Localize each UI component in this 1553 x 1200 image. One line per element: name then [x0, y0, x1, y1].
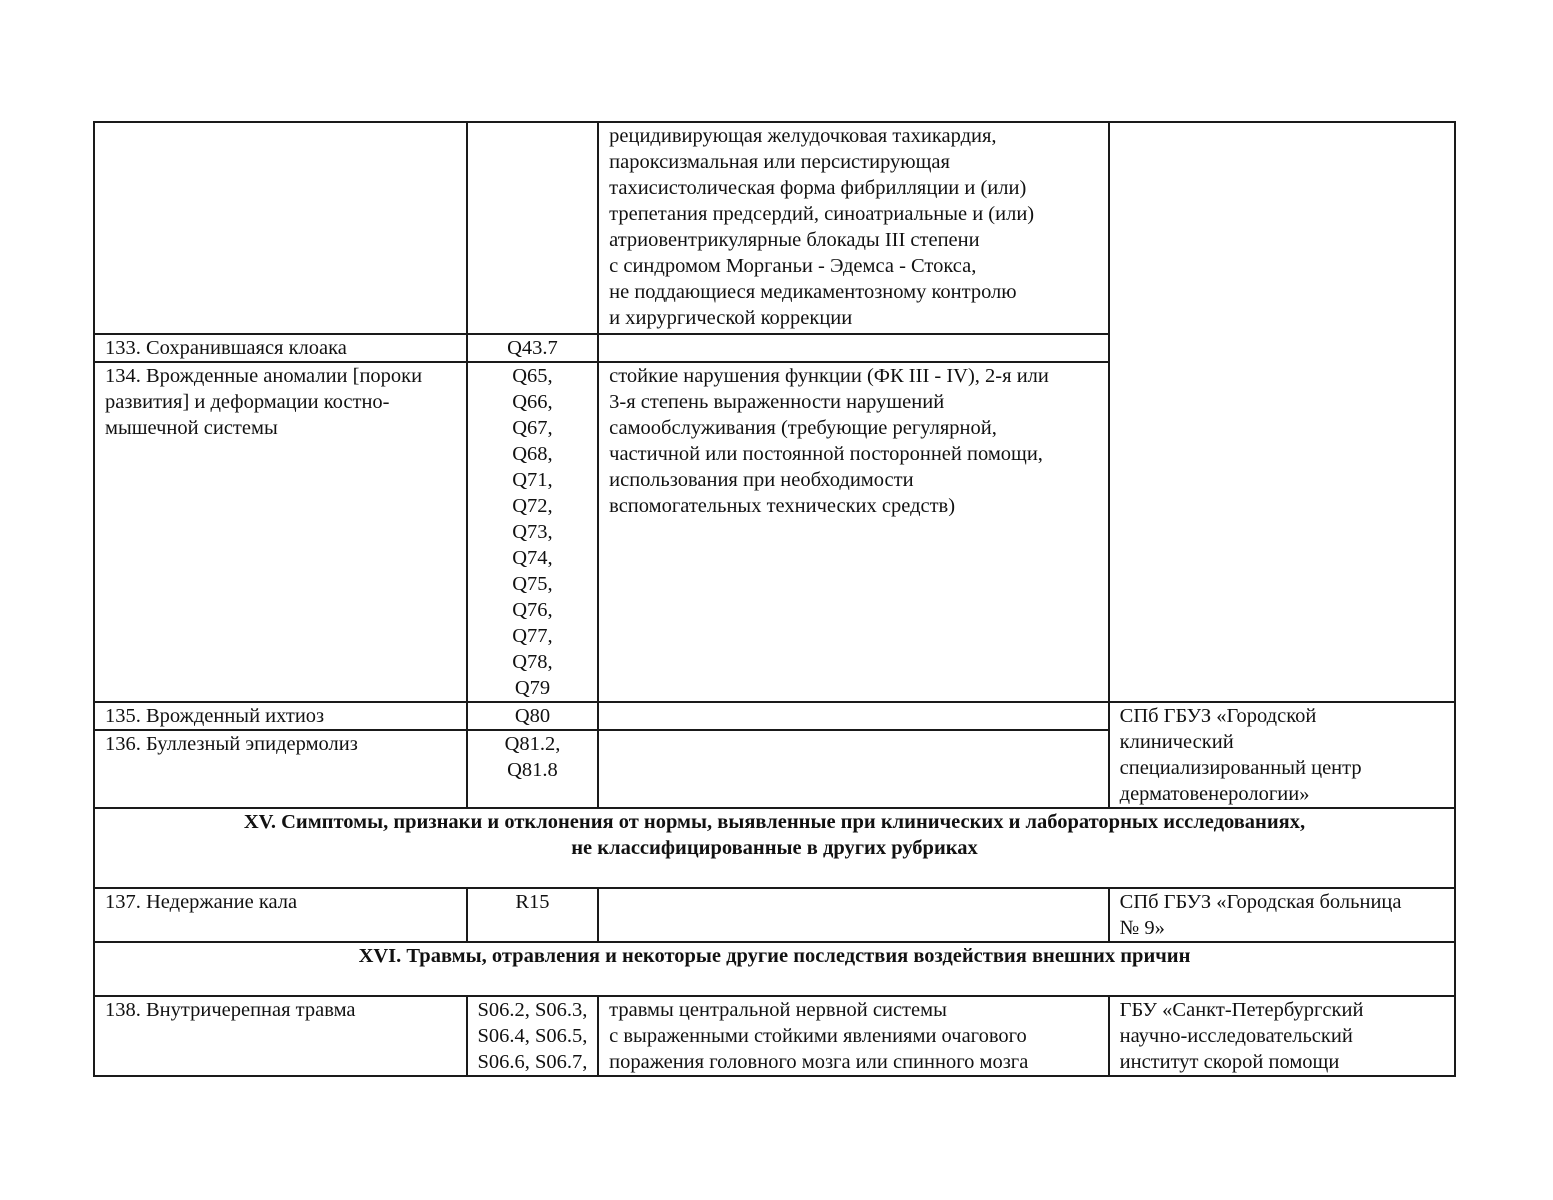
section-header-row — [94, 808, 1455, 888]
name-cell: 133. Сохранившаяся клоака — [94, 334, 467, 362]
name-cell: 137. Недержание кала — [94, 888, 467, 942]
section-heading-line: XV. Симптомы, признаки и отклонения от нормы, выявленные при клинических и лабораторных исследованиях, — [243, 811, 1306, 833]
criteria-cell: стойкие нарушения функции (ФК III - IV), 2-я или 3-я степень выраженности нарушений самообслуживания (требующие регулярной, частичной или постоянной посторонней помощи, использования при необходимости вспомогательных технических средств) — [598, 362, 1109, 702]
code-cell: Q80 — [467, 702, 598, 730]
section-heading — [94, 808, 1455, 888]
section-heading — [94, 942, 1455, 996]
code-cell — [467, 122, 598, 334]
code-cell: S06.2, S06.3, S06.4, S06.5, S06.6, S06.7, — [467, 996, 598, 1076]
name-cell: 135. Врожденный ихтиоз — [94, 702, 467, 730]
criteria-cell — [598, 702, 1109, 730]
table-row — [94, 996, 1455, 1076]
organization-cell: СПб ГБУЗ «Городской клинический специализированный центр дерматовенерологии» — [1109, 702, 1455, 808]
criteria-cell — [598, 334, 1109, 362]
section-heading-line: не классифицированные в других рубриках — [571, 837, 978, 859]
name-cell — [94, 122, 467, 334]
organization-cell — [1109, 122, 1455, 702]
code-cell: Q43.7 — [467, 334, 598, 362]
criteria-cell — [598, 888, 1109, 942]
code-cell: Q81.2, Q81.8 — [467, 730, 598, 808]
name-cell: 136. Буллезный эпидермолиз — [94, 730, 467, 808]
organization-cell: СПб ГБУЗ «Городская больница № 9» — [1109, 888, 1455, 942]
organization-cell: ГБУ «Санкт-Петербургский научно-исследовательский институт скорой помощи — [1109, 996, 1455, 1076]
code-cell: R15 — [467, 888, 598, 942]
criteria-cell — [598, 730, 1109, 808]
section-header-row — [94, 942, 1455, 996]
section-heading-line: XVI. Травмы, отравления и некоторые другие последствия воздействия внешних причин — [358, 945, 1191, 967]
code-cell: Q65, Q66, Q67, Q68, Q71, Q72, Q73, Q74, Q75, Q76, Q77, Q78, Q79 — [467, 362, 598, 702]
criteria-cell: рецидивирующая желудочковая тахикардия, пароксизмальная или персистирующая тахисистолическая форма фибрилляции и (или) трепетания предсердий, синоатриальные и (или) атриовентрикулярные блокады III степени с синдромом Морганьи - Эдемса - Стокса, не поддающиеся медикаментозному контролю и хирургической коррекции — [598, 122, 1109, 334]
table-row — [94, 702, 1455, 730]
name-cell: 138. Внутричерепная травма — [94, 996, 467, 1076]
diseases-table — [93, 121, 1456, 1077]
name-cell: 134. Врожденные аномалии [пороки развития] и деформации костно- мышечной системы — [94, 362, 467, 702]
table-row — [94, 122, 1455, 334]
criteria-cell: травмы центральной нервной системы с выраженными стойкими явлениями очагового поражения головного мозга или спинного мозга — [598, 996, 1109, 1076]
table-row — [94, 888, 1455, 942]
